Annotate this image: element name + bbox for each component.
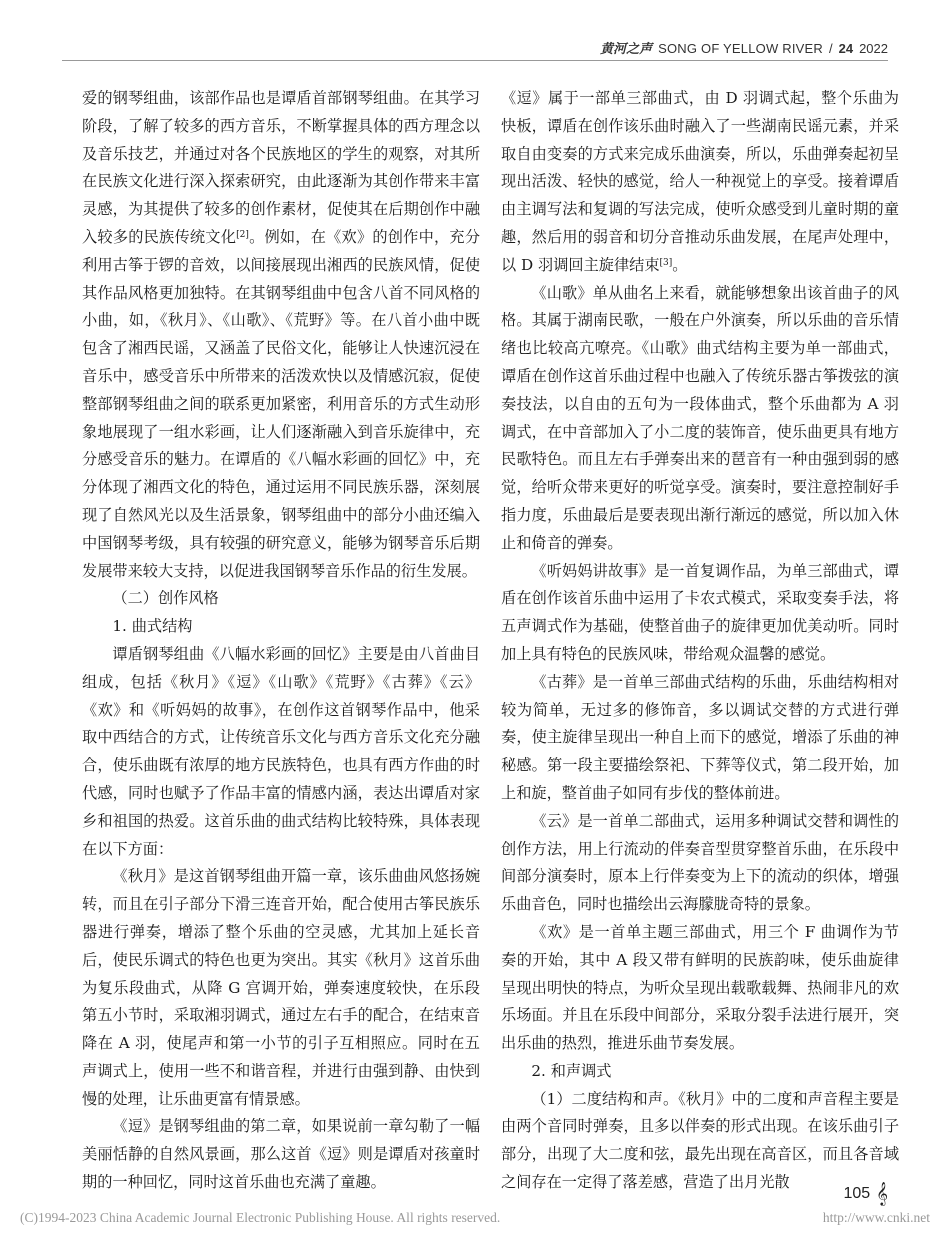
section-heading: （二）创作风格: [112, 589, 219, 608]
paragraph: 《逗》属于一部单三部曲式，由 D 羽调式起，整个乐曲为快板，谭盾在创作该乐曲时融入了一些湖南民谣元素，并采取自由变奏的方式来完成乐曲演奏，所以，乐曲弹奏起初呈现出活泼、轻快的感觉，给人一种视觉上的享受。接着谭盾由主调写法和复调的写法完成，使听众感受到儿童时期的童趣，然后用的弱音和切分音推动乐曲发展，在尾声处理中，以 D 羽调回主旋律结束[3]。: [501, 89, 899, 274]
paragraph: 《逗》是钢琴组曲的第二章，如果说前一章勾勒了一幅美丽恬静的自然风景画，那么这首《逗》则是谭盾对孩童时期的一种回忆，同时这首乐曲也充满了童趣。: [82, 1117, 480, 1192]
footer-url[interactable]: http://www.cnki.net: [822, 1210, 930, 1225]
paragraph: 谭盾钢琴组曲《八幅水彩画的回忆》主要是由八首曲目组成，包括《秋月》《逗》《山歌》《荒野》《古葬》《云》《欢》和《听妈妈的故事》，在创作这首钢琴作品中，他采取中西结合的方式，让传统音乐文化与西方音乐文化充分融合，使乐曲既有浓厚的地方民族特色，也具有西方作曲的时代感，同时也赋予了作品丰富的情感内涵，表达出谭盾对家乡和祖国的热爱。这首乐曲的曲式结构比较特殊，具体表现在以下方面：: [82, 644, 480, 858]
treble-clef-icon: 𝄞: [876, 1183, 888, 1205]
citation-ref[interactable]: [3]: [659, 257, 673, 268]
citation-ref[interactable]: [2]: [236, 229, 249, 240]
page-number: 105 𝄞: [843, 1183, 888, 1205]
left-column: [82, 85, 480, 1197]
footer: [0, 1210, 950, 1226]
running-header: 黄河之声 SONG OF YELLOW RIVER / 24 2022: [600, 38, 888, 57]
paragraph: 《古葬》是一首单三部曲式结构的乐曲，乐曲结构相对较为简单，无过多的修饰音，多以调试交替的方式进行弹奏，使主旋律呈现出一种自上而下的感觉，增添了乐曲的神秘感。第一段主要描绘祭祀、下葬等仪式，第二段开始，加上和旋，整首曲子如同有步伐的整体前进。: [501, 672, 899, 802]
paragraph: （1）二度结构和声。《秋月》中的二度和声音程主要是由两个音同时弹奏，且多以伴奏的形式出现。在该乐曲引子部分，出现了大二度和弦，最先出现在高音区，而且各音域之间存在一定得了落差感，营造了出月光散: [501, 1089, 899, 1192]
copyright-notice: (C)1994-2023 China Academic Journal Electronic Publishing House. All rights reserved.: [20, 1210, 501, 1225]
paragraph: 《欢》是一首单主题三部曲式，用三个 F 曲调作为节奏的开始，其中 A 段又带有鲜明的民族韵味，使乐曲旋律呈现出明快的特点，为听众呈现出载歌载舞、热闹非凡的欢乐场面。并且在乐段中间部分，采取分裂手法进行展开，突出乐曲的热烈，推进乐曲节奏发展。: [501, 922, 899, 1053]
header-rule: [62, 60, 888, 61]
paragraph: 爱的钢琴组曲，该部作品也是谭盾首部钢琴组曲。在其学习阶段，了解了较多的西方音乐，不断掌握具体的西方理念以及音乐技艺，并通过对各个民族地区的学生的观察，对其所在民族文化进行深入探索研究，由此逐渐为其创作带来丰富灵感，为其提供了较多的创作素材，促使其在后期创作中融入较多的民族传统文化[2]。例如，在《欢》的创作中，充分利用古筝于锣的音效，以间接展现出湘西的民族风情，促使其作品风格更加独特。在其钢琴组曲中包含八首不同风格的小曲，如，《秋月》、《山歌》、《荒野》等。在八首小曲中既包含了湘西民谣，又涵盖了民俗文化，能够让人快速沉浸在音乐中，感受音乐中所带来的活泼欢快以及情感沉寂，促使整部钢琴组曲之间的联系更加紧密，利用音乐的方式生动形象地展现了一组水彩画，让人们逐渐融入到音乐旋律中，充分感受音乐的魅力。在谭盾的《八幅水彩画的回忆》中，充分体现了湘西文化的特色，通过运用不同民族乐器，深刻展现了自然风光以及生活景象，钢琴组曲中的部分小曲还编入中国钢琴考级，具有较强的研究意义，能够为钢琴音乐后期发展带来较大支持，以促进我国钢琴音乐作品的衍生发展。: [82, 89, 481, 580]
issue-year: 2022: [859, 41, 888, 56]
issue-number: 24: [838, 41, 854, 56]
subsection-heading: 2. 和声调式: [531, 1061, 612, 1080]
journal-name: SONG OF YELLOW RIVER: [658, 41, 823, 56]
paragraph: 《云》是一首单二部曲式，运用多种调试交替和调性的创作方法，用上行流动的伴奏音型贯穿整首乐曲，在乐段中间部分演奏时，原本上行伴奏变为上下的流动的织体，增强乐曲音色，同时也描绘出云海朦胧奇特的景象。: [501, 811, 899, 914]
paragraph: 《山歌》单从曲名上来看，就能够想象出该首曲子的风格。其属于湖南民歌，一般在户外演奏，所以乐曲的音乐情绪也比较高亢嘹亮。《山歌》曲式结构主要为单一部曲式，谭盾在创作这首乐曲过程中也融入了传统乐器古筝拨弦的演奏技法，以自由的五句为一段体曲式，整个乐曲都为 A 羽调式，在中音部加入了小二度的装饰音，使乐曲更具有地方民歌特色。而且左右手弹奏出来的琶音有一种由强到弱的感觉，给听众带来更好的听觉享受。演奏时，要注意控制好手指力度，乐曲最后是要表现出渐行渐远的感觉，所以加入休止和倚音的弹奏。: [501, 283, 899, 552]
subsection-heading: 1. 曲式结构: [112, 617, 193, 636]
paragraph: 《听妈妈讲故事》是一首复调作品，为单三部曲式，谭盾在创作该首乐曲中运用了卡农式模式，采取变奏手法，将五声调式作为基础，使整首曲子的旋律更加优美动听。同时加上具有特色的民族风味，带给观众温馨的感觉。: [501, 561, 899, 663]
paragraph: 《秋月》是这首钢琴组曲开篇一章，该乐曲曲风悠扬婉转，而且在引子部分下滑三连音开始，配合使用古筝民族乐器进行弹奏，增添了整个乐曲的空灵感，尤其加上延长音后，使民乐调式的特色也更为突出。其实《秋月》这首乐曲为复乐段曲式，从降 G 宫调开始，弹奏速度较快，在乐段第五小节时，采取湘羽调式，通过左右手的配合，在结束音降在 A 羽，使尾声和第一小节的引子互相照应。同时在五声调式上，使用一些不和谐音程，并进行由强到静、由快到慢的处理，让乐曲更富有情景感。: [82, 867, 480, 1108]
right-column: [501, 85, 899, 1197]
journal-logo: 黄河之声: [600, 42, 653, 57]
